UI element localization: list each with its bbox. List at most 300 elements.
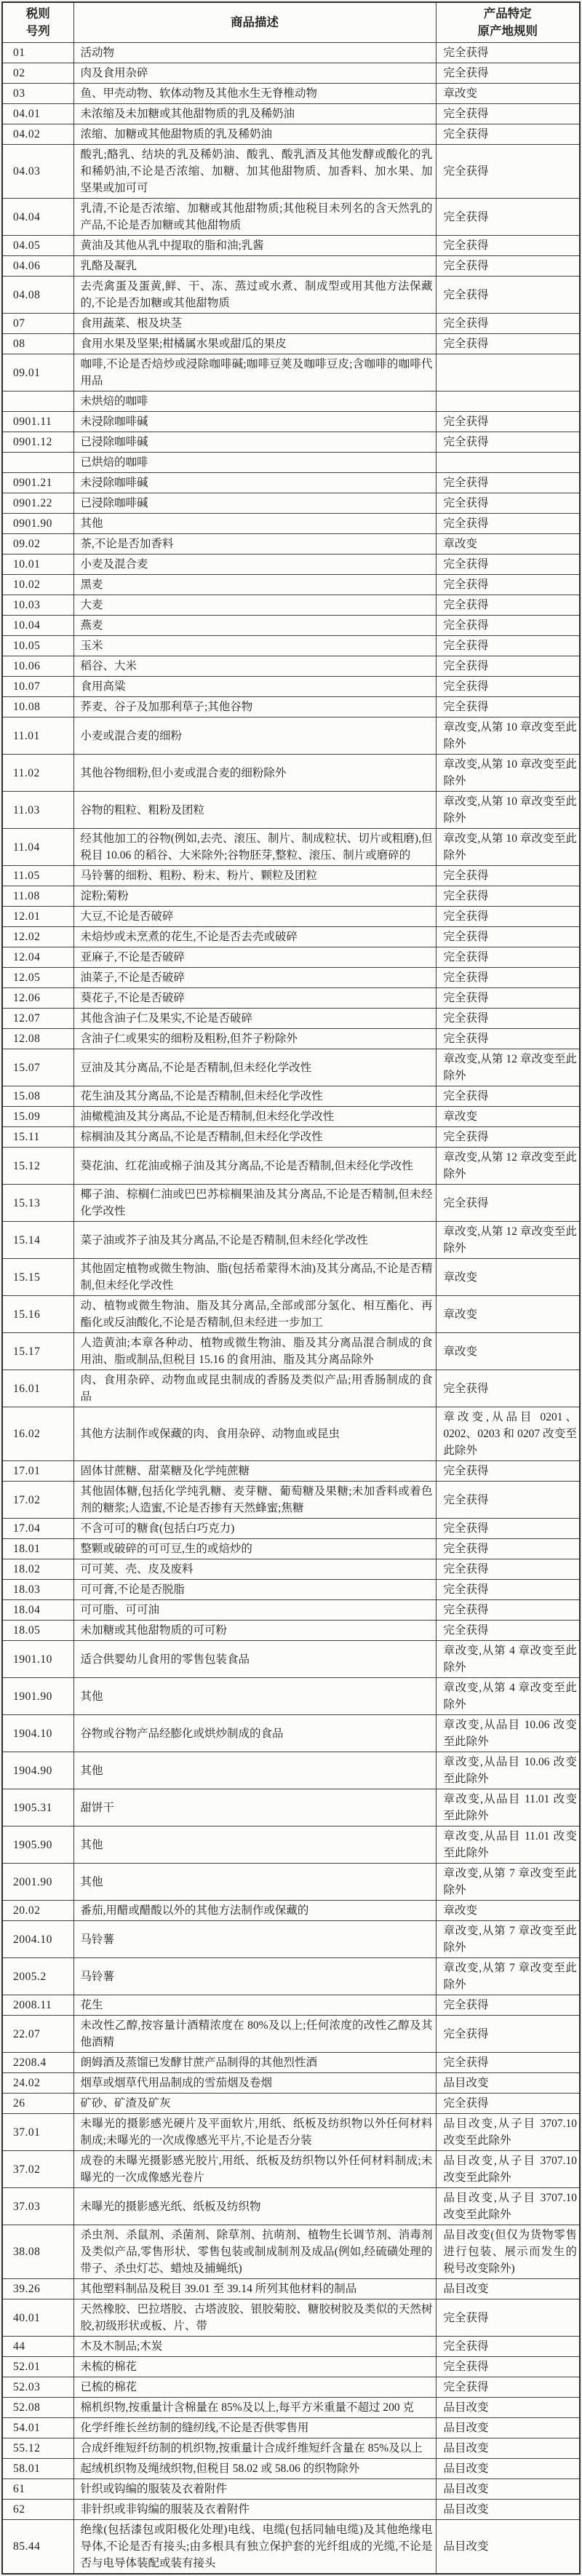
tariff-code-cell: 15.14 xyxy=(2,1222,73,1259)
header-tariff-code-line2: 号列 xyxy=(25,24,50,38)
tariff-code-cell: 10.02 xyxy=(2,575,73,595)
description-cell: 大豆,不论是否破碎 xyxy=(73,907,436,927)
table-row xyxy=(2,656,580,677)
origin-rule-cell: 完全获得 xyxy=(436,947,580,968)
description-cell: 其他固定植物或微生物油、脂(包括希蒙得木油)及其分离品,不论是否精制,但未经化学改性 xyxy=(73,1259,436,1296)
origin-rule-cell: 完全获得 xyxy=(436,1029,580,1049)
tariff-code-cell: 15.11 xyxy=(2,1127,73,1148)
description-cell: 含油子仁或果实的细粉及粗粉,但芥子粉除外 xyxy=(73,1029,436,1049)
table-row xyxy=(2,1958,580,1995)
table-row xyxy=(2,432,580,453)
description-cell: 黑麦 xyxy=(73,575,436,595)
tariff-code-cell: 12.07 xyxy=(2,1009,73,1029)
description-cell: 人造黄油;本章各种动、植物或微生物油、脂及其分离品混合制成的食用油、脂或制品,但税目 15.16 的食用油、脂及其分离品除外 xyxy=(73,1333,436,1370)
tariff-code-cell: 37.02 xyxy=(2,2151,73,2188)
description-cell: 乳酪及凝乳 xyxy=(73,256,436,277)
table-row xyxy=(2,792,580,829)
description-cell: 谷物的粗粒、粗粉及团粒 xyxy=(73,792,436,829)
description-cell: 经其他加工的谷物(例如,去壳、滚压、制片、制成粒状、切片或粗磨),但税目 10.06 的稻谷、大米除外;谷物胚芽,整粒、滚压、制片或磨碎的 xyxy=(73,829,436,866)
table-row xyxy=(2,1029,580,1049)
origin-rule-cell: 品目改变 xyxy=(436,2520,580,2575)
tariff-code-cell: 04.03 xyxy=(2,145,73,199)
description-cell: 其他方法制作或保藏的肉、食用杂碎、动物血或昆虫 xyxy=(73,1407,436,1461)
description-cell: 乳清,不论是否浓缩、加糖或其他甜物质;其他税目未列名的含天然乳的产品,不论是否加糖或其他甜物质 xyxy=(73,199,436,236)
table-row xyxy=(2,1482,580,1519)
description-cell: 木及木制品;木炭 xyxy=(73,2337,436,2357)
tariff-code-cell: 2001.90 xyxy=(2,1864,73,1901)
table-row xyxy=(2,1789,580,1826)
origin-rule-cell: 完全获得 xyxy=(436,1185,580,1222)
tariff-code-cell: 2004.10 xyxy=(2,1921,73,1958)
origin-rule-cell: 完全获得 xyxy=(436,2377,580,2398)
header-row xyxy=(2,2,580,43)
tariff-code-cell: 52.01 xyxy=(2,2357,73,2377)
origin-rule-cell: 品目改变(但仅为货物零售进行包装、展示而发生的税号改变除外) xyxy=(436,2225,580,2279)
tariff-code-cell: 04.06 xyxy=(2,256,73,277)
description-cell: 食用蔬菜、根及块茎 xyxy=(73,314,436,334)
table-row xyxy=(2,947,580,968)
origin-rule-cell xyxy=(436,453,580,473)
tariff-code-cell: 04.05 xyxy=(2,236,73,256)
origin-rule-cell: 完全获得 xyxy=(436,927,580,947)
tariff-code-cell: 15.13 xyxy=(2,1185,73,1222)
description-cell: 茶,不论是否加香料 xyxy=(73,534,436,554)
table-row xyxy=(2,2377,580,2398)
table-row xyxy=(2,2500,580,2520)
origin-rule-cell: 品目改变 xyxy=(436,2279,580,2299)
tariff-code-cell: 40.01 xyxy=(2,2299,73,2337)
description-cell: 可可荚、壳、皮及废料 xyxy=(73,1559,436,1580)
description-cell: 菜子油或芥子油及其分离品,不论是否精制,但未经化学改性 xyxy=(73,1222,436,1259)
table-row xyxy=(2,2418,580,2438)
tariff-code-cell: 01 xyxy=(2,43,73,63)
origin-rule-cell: 完全获得 xyxy=(436,199,580,236)
description-cell: 合成纤维短纤纺制的机织物,按重量计合成纤维短纤含量在 85%及以上 xyxy=(73,2438,436,2459)
origin-rule-cell: 章改变 xyxy=(436,1296,580,1333)
tariff-code-cell: 12.06 xyxy=(2,988,73,1009)
tariff-code-cell: 17.01 xyxy=(2,1461,73,1482)
origin-rule-cell: 章改变,从第 7 章改变至此除外 xyxy=(436,1921,580,1958)
table-row xyxy=(2,534,580,554)
description-cell: 可可膏,不论是否脱脂 xyxy=(73,1580,436,1600)
tariff-code-cell: 11.01 xyxy=(2,717,73,755)
table-row xyxy=(2,1864,580,1901)
origin-rule-cell: 完全获得 xyxy=(436,277,580,314)
tariff-code-cell: 15.17 xyxy=(2,1333,73,1370)
tariff-code-cell: 11.04 xyxy=(2,829,73,866)
origin-rule-cell: 完全获得 xyxy=(436,493,580,514)
description-cell: 其他 xyxy=(73,1826,436,1864)
origin-rule-cell: 品目改变 xyxy=(436,2418,580,2438)
table-row xyxy=(2,2114,580,2151)
origin-rule-cell: 完全获得 xyxy=(436,2337,580,2357)
description-cell: 未浸除咖啡碱 xyxy=(73,412,436,432)
table-row xyxy=(2,1185,580,1222)
table-row xyxy=(2,256,580,277)
description-cell: 其他 xyxy=(73,514,436,534)
tariff-code-cell: 10.05 xyxy=(2,636,73,656)
table-row xyxy=(2,697,580,717)
description-cell: 其他 xyxy=(73,1752,436,1789)
origin-rule-cell: 品目改变 xyxy=(436,2073,580,2094)
origin-rule-cell: 章改变 xyxy=(436,1333,580,1370)
tariff-code-cell: 03 xyxy=(2,84,73,104)
table-row xyxy=(2,1580,580,1600)
tariff-code-cell: 11.03 xyxy=(2,792,73,829)
origin-rule-cell: 完全获得 xyxy=(436,575,580,595)
table-row xyxy=(2,124,580,145)
table-row xyxy=(2,1715,580,1752)
table-row xyxy=(2,1995,580,2016)
tariff-code-cell: 04.02 xyxy=(2,124,73,145)
table-row xyxy=(2,514,580,534)
tariff-code-cell: 37.01 xyxy=(2,2114,73,2151)
origin-rule-cell: 完全获得 xyxy=(436,1086,580,1107)
origin-rule-cell: 完全获得 xyxy=(436,2299,580,2337)
tariff-code-cell: 85.44 xyxy=(2,2520,73,2575)
tariff-code-cell: 61 xyxy=(2,2479,73,2500)
description-cell: 葵花子,不论是否破碎 xyxy=(73,988,436,1009)
table-row xyxy=(2,968,580,988)
description-cell: 浓缩、加糖或其他甜物质的乳及稀奶油 xyxy=(73,124,436,145)
tariff-code-cell: 44 xyxy=(2,2337,73,2357)
description-cell: 未加糖或其他甜物质的可可粉 xyxy=(73,1621,436,1641)
table-row xyxy=(2,907,580,927)
description-cell: 未梳的棉花 xyxy=(73,2357,436,2377)
tariff-code-cell: 12.02 xyxy=(2,927,73,947)
origin-rule-cell: 章改变,从第 4 章改变至此除外 xyxy=(436,1641,580,1678)
description-cell: 马铃薯的细粉、粗粉、粉末、粉片、颗粒及团粒 xyxy=(73,866,436,886)
origin-rule-cell: 完全获得 xyxy=(436,2053,580,2073)
origin-rule-cell: 章改变,从第 10 章改变至此除外 xyxy=(436,792,580,829)
table-row xyxy=(2,84,580,104)
origin-rule-cell: 完全获得 xyxy=(436,334,580,354)
description-cell: 未曝光的摄影感光硬片及平面软片,用纸、纸板及纺织物以外任何材料制成;未曝光的一次成像感光平片,不论是否分装 xyxy=(73,2114,436,2151)
table-row xyxy=(2,1333,580,1370)
description-cell: 马铃薯 xyxy=(73,1958,436,1995)
tariff-code-cell: 10.04 xyxy=(2,616,73,636)
origin-rule-cell: 品目改变 xyxy=(436,2459,580,2479)
origin-rule-cell: 完全获得 xyxy=(436,636,580,656)
origin-rule-cell: 章改变 xyxy=(436,1901,580,1921)
table-row xyxy=(2,199,580,236)
table-row xyxy=(2,2357,580,2377)
description-cell: 油菜子,不论是否破碎 xyxy=(73,968,436,988)
description-cell: 大麦 xyxy=(73,595,436,616)
origin-rule-cell: 品目改变 xyxy=(436,2438,580,2459)
table-row xyxy=(2,2151,580,2188)
origin-rule-cell: 完全获得 xyxy=(436,988,580,1009)
table-row xyxy=(2,1370,580,1407)
table-row xyxy=(2,2279,580,2299)
table-row xyxy=(2,717,580,755)
table-row xyxy=(2,1901,580,1921)
table-row xyxy=(2,63,580,84)
table-row xyxy=(2,616,580,636)
description-cell: 未曝光的摄影感光纸、纸板及纺织物 xyxy=(73,2188,436,2225)
tariff-code-cell: 39.26 xyxy=(2,2279,73,2299)
description-cell: 活动物 xyxy=(73,43,436,63)
origin-rule-cell: 完全获得 xyxy=(436,473,580,493)
description-cell: 谷物或谷物产品经膨化或烘炒制成的食品 xyxy=(73,1715,436,1752)
origin-rule-cell: 章改变,从品目 11.01 改变至此除外 xyxy=(436,1789,580,1826)
table-row xyxy=(2,2438,580,2459)
table-row xyxy=(2,1826,580,1864)
description-cell: 适合供婴幼儿食用的零售包装食品 xyxy=(73,1641,436,1678)
tariff-code-cell: 55.12 xyxy=(2,2438,73,2459)
origin-rule-cell: 完全获得 xyxy=(436,1482,580,1519)
tariff-code-cell: 11.02 xyxy=(2,755,73,792)
origin-rule-cell: 品目改变,从子目 3707.10 改变至此除外 xyxy=(436,2188,580,2225)
description-cell: 燕麦 xyxy=(73,616,436,636)
tariff-code-cell: 54.01 xyxy=(2,2418,73,2438)
table-row xyxy=(2,677,580,697)
tariff-code-cell: 0901.12 xyxy=(2,432,73,453)
description-cell: 淀粉;菊粉 xyxy=(73,886,436,907)
table-row xyxy=(2,2225,580,2279)
tariff-code-cell: 18.03 xyxy=(2,1580,73,1600)
table-row xyxy=(2,1752,580,1789)
origin-rule-cell: 完全获得 xyxy=(436,145,580,199)
table-row xyxy=(2,236,580,256)
origin-rule-cell: 章改变 xyxy=(436,1107,580,1127)
origin-rule-cell: 章改变,从品目 10.06 改变至此除外 xyxy=(436,1715,580,1752)
tariff-code-cell: 15.09 xyxy=(2,1107,73,1127)
tariff-code-cell: 1905.31 xyxy=(2,1789,73,1826)
table-row xyxy=(2,886,580,907)
tariff-code-cell: 02 xyxy=(2,63,73,84)
description-cell: 绝缘(包括漆包或阳极化处理)电线、电缆(包括同轴电缆)及其他绝缘电导体,不论是否有接头;由多根具有独立保护套的光纤组成的光缆,不论是否与电导体装配或装有接头 xyxy=(73,2520,436,2575)
description-cell: 棉机织物,按重量计含棉量在 85%及以上,每平方米重量不超过 200 克 xyxy=(73,2398,436,2418)
description-cell: 肉及食用杂碎 xyxy=(73,63,436,84)
tariff-code-cell: 15.15 xyxy=(2,1259,73,1296)
tariff-code-cell: 15.12 xyxy=(2,1148,73,1185)
tariff-code-cell: 16.01 xyxy=(2,1370,73,1407)
origin-rule-cell: 完全获得 xyxy=(436,1009,580,1029)
tariff-code-cell: 18.01 xyxy=(2,1539,73,1559)
description-cell: 去壳禽蛋及蛋黄,鲜、干、冻、蒸过或水煮、制成型或用其他方法保藏的,不论是否加糖或其他甜物质 xyxy=(73,277,436,314)
description-cell: 整颗或破碎的可可豆,生的或焙炒的 xyxy=(73,1539,436,1559)
table-row xyxy=(2,1086,580,1107)
description-cell: 其他含油子仁及果实,不论是否破碎 xyxy=(73,1009,436,1029)
tariff-code-cell: 18.05 xyxy=(2,1621,73,1641)
description-cell: 葵花油、红花油或棉子油及其分离品,不论是否精制,但未经化学改性 xyxy=(73,1148,436,1185)
tariff-code-cell: 15.07 xyxy=(2,1049,73,1086)
description-cell: 成卷的未曝光摄影感光胶片,用纸、纸板及纺织物以外任何材料制成;未曝光的一次成像感光卷片 xyxy=(73,2151,436,2188)
description-cell: 肉、食用杂碎、动物血或昆虫制成的香肠及类似产品;用香肠制成的食品 xyxy=(73,1370,436,1407)
tariff-code-cell: 04.08 xyxy=(2,277,73,314)
table-row xyxy=(2,391,580,412)
description-cell: 荞麦、谷子及加那利草子;其他谷物 xyxy=(73,697,436,717)
table-row xyxy=(2,2398,580,2418)
description-cell: 矿砂、矿渣及矿灰 xyxy=(73,2094,436,2114)
origin-rule-cell: 品目改变 xyxy=(436,2479,580,2500)
tariff-code-cell: 10.08 xyxy=(2,697,73,717)
description-cell: 朗姆酒及蒸馏已发酵甘蔗产品制得的其他烈性酒 xyxy=(73,2053,436,2073)
description-cell: 固体甘蔗糖、甜菜糖及化学纯蔗糖 xyxy=(73,1461,436,1482)
table-row xyxy=(2,1127,580,1148)
tariff-code-cell: 12.05 xyxy=(2,968,73,988)
table-row xyxy=(2,1519,580,1539)
table-row xyxy=(2,277,580,314)
description-cell: 食用水果及坚果;柑橘属水果或甜瓜的果皮 xyxy=(73,334,436,354)
origin-rule-cell: 品目改变,从子目 3707.10 改变至此除外 xyxy=(436,2151,580,2188)
table-row xyxy=(2,453,580,473)
table-row xyxy=(2,473,580,493)
tariff-code-cell: 26 xyxy=(2,2094,73,2114)
tariff-code-cell: 09.02 xyxy=(2,534,73,554)
table-row xyxy=(2,1678,580,1715)
rules-of-origin-table xyxy=(1,1,581,2575)
table-row xyxy=(2,314,580,334)
tariff-code-cell xyxy=(2,391,73,412)
description-cell: 未焙炒或未烹煮的花生,不论是否去壳或破碎 xyxy=(73,927,436,947)
description-cell: 烟草或烟草代用品制成的雪茄烟及卷烟 xyxy=(73,2073,436,2094)
description-cell: 小麦或混合麦的细粉 xyxy=(73,717,436,755)
description-cell: 天然橡胶、巴拉塔胶、古塔波胶、银胶菊胶、糖胶树胶及类似的天然树胶,初级形状或板、片、带 xyxy=(73,2299,436,2337)
tariff-code-cell xyxy=(2,453,73,473)
table-row xyxy=(2,354,580,391)
description-cell: 豆油及其分离品,不论是否精制,但未经化学改性 xyxy=(73,1049,436,1086)
tariff-code-cell: 37.03 xyxy=(2,2188,73,2225)
origin-rule-cell: 章改变 xyxy=(436,1259,580,1296)
origin-rule-cell xyxy=(436,354,580,391)
tariff-code-cell: 18.04 xyxy=(2,1600,73,1621)
table-row xyxy=(2,2016,580,2053)
description-cell: 未改性乙醇,按容量计酒精浓度在 80%及以上;任何浓度的改性乙醇及其他酒精 xyxy=(73,2016,436,2053)
table-row xyxy=(2,1259,580,1296)
table-row xyxy=(2,2337,580,2357)
table-row xyxy=(2,988,580,1009)
table-row xyxy=(2,575,580,595)
tariff-code-cell: 2005.2 xyxy=(2,1958,73,1995)
table-row xyxy=(2,1539,580,1559)
table-row xyxy=(2,595,580,616)
origin-rule-cell: 章改变,从第 12 章改变至此除外 xyxy=(436,1049,580,1086)
table-row xyxy=(2,1600,580,1621)
tariff-code-cell: 58.01 xyxy=(2,2459,73,2479)
origin-rule-cell: 完全获得 xyxy=(436,1370,580,1407)
table-row xyxy=(2,1461,580,1482)
origin-rule-cell: 章改变,从品目 11.01 改变至此除外 xyxy=(436,1826,580,1864)
table-row xyxy=(2,1009,580,1029)
table-row xyxy=(2,866,580,886)
description-cell: 棕榈油及其分离品,不论是否精制,但未经化学改性 xyxy=(73,1127,436,1148)
description-cell: 未浸除咖啡碱 xyxy=(73,473,436,493)
table-row xyxy=(2,1921,580,1958)
description-cell: 其他 xyxy=(73,1678,436,1715)
tariff-code-cell: 0901.22 xyxy=(2,493,73,514)
tariff-code-cell: 10.07 xyxy=(2,677,73,697)
table-row xyxy=(2,2459,580,2479)
origin-rule-cell: 完全获得 xyxy=(436,1127,580,1148)
table-body xyxy=(2,43,580,2575)
origin-rule-cell: 完全获得 xyxy=(436,2016,580,2053)
table-row xyxy=(2,636,580,656)
origin-rule-cell: 完全获得 xyxy=(436,256,580,277)
origin-rule-cell: 完全获得 xyxy=(436,1621,580,1641)
table-row xyxy=(2,412,580,432)
description-cell: 杀虫剂、杀鼠剂、杀菌剂、除草剂、抗萌剂、植物生长调节剂、消毒剂及类似产品,零售形状、零售包装或制成制剂及成品(例如,经硫磺处理的带子、杀虫灯芯、蜡烛及捕蝇纸) xyxy=(73,2225,436,2279)
description-cell: 已烘焙的咖啡 xyxy=(73,453,436,473)
origin-rule-cell: 完全获得 xyxy=(436,236,580,256)
tariff-code-cell: 12.01 xyxy=(2,907,73,927)
description-cell: 未浓缩及未加糖或其他甜物质的乳及稀奶油 xyxy=(73,104,436,124)
table-row xyxy=(2,755,580,792)
tariff-code-cell: 15.08 xyxy=(2,1086,73,1107)
table-row xyxy=(2,2073,580,2094)
table-row xyxy=(2,2094,580,2114)
origin-rule-cell: 品目改变 xyxy=(436,2500,580,2520)
origin-rule-cell: 章改变,从第 10 章改变至此除外 xyxy=(436,717,580,755)
tariff-code-cell: 0901.11 xyxy=(2,412,73,432)
origin-rule-cell: 完全获得 xyxy=(436,907,580,927)
origin-rule-cell: 完全获得 xyxy=(436,124,580,145)
tariff-code-cell: 04.04 xyxy=(2,199,73,236)
table-row xyxy=(2,829,580,866)
origin-rule-cell xyxy=(436,391,580,412)
description-cell: 其他固体糖,包括化学纯乳糖、麦芽糖、葡萄糖及果糖;未加香料或着色剂的糖浆;人造蜜,不论是否掺有天然蜂蜜;焦糖 xyxy=(73,1482,436,1519)
description-cell: 针织或钩编的服装及衣着附件 xyxy=(73,2479,436,2500)
origin-rule-cell: 完全获得 xyxy=(436,697,580,717)
tariff-code-cell: 20.02 xyxy=(2,1901,73,1921)
origin-rule-cell: 完全获得 xyxy=(436,595,580,616)
description-cell: 已梳的棉花 xyxy=(73,2377,436,2398)
origin-rule-cell: 章改变,从第 10 章改变至此除外 xyxy=(436,829,580,866)
table-row xyxy=(2,1148,580,1185)
description-cell: 其他 xyxy=(73,1864,436,1901)
origin-rule-cell: 章改变,从第 7 章改变至此除外 xyxy=(436,1864,580,1901)
origin-rule-cell: 章改变,从品目 10.06 改变至此除外 xyxy=(436,1752,580,1789)
tariff-code-cell: 15.16 xyxy=(2,1296,73,1333)
description-cell: 动、植物或微生物油、脂及其分离品,全部或部分氢化、相互酯化、再酯化或反油酸化,不论是否精制,但未经进一步加工 xyxy=(73,1296,436,1333)
table-row xyxy=(2,2479,580,2500)
origin-rule-cell: 章改变,从第 12 章改变至此除外 xyxy=(436,1148,580,1185)
header-description: 商品描述 xyxy=(73,2,436,43)
origin-rule-cell: 章改变,从第 7 章改变至此除外 xyxy=(436,1958,580,1995)
description-cell: 酸乳;酪乳、结块的乳及稀奶油、酸乳、酸乳酒及其他发酵或酸化的乳和稀奶油,不论是否浓缩、加糖、加其他甜物质、加香料、加水果、加坚果或加可可 xyxy=(73,145,436,199)
origin-rule-cell: 品目改变,从子目 3707.10 改变至此除外 xyxy=(436,2114,580,2151)
tariff-code-cell: 18.02 xyxy=(2,1559,73,1580)
description-cell: 花生 xyxy=(73,1995,436,2016)
table-row xyxy=(2,104,580,124)
table-row xyxy=(2,1407,580,1461)
origin-rule-cell: 完全获得 xyxy=(436,968,580,988)
origin-rule-cell: 完全获得 xyxy=(436,1559,580,1580)
tariff-code-cell: 2208.4 xyxy=(2,2053,73,2073)
origin-rule-cell: 章改变,从第 12 章改变至此除外 xyxy=(436,1222,580,1259)
table-row xyxy=(2,1559,580,1580)
description-cell: 油橄榄油及其分离品,不论是否精制,但未经化学改性 xyxy=(73,1107,436,1127)
origin-rule-cell: 完全获得 xyxy=(436,2094,580,2114)
description-cell: 咖啡,不论是否焙炒或浸除咖啡碱;咖啡豆荚及咖啡豆皮;含咖啡的咖啡代用品 xyxy=(73,354,436,391)
origin-rule-cell: 完全获得 xyxy=(436,616,580,636)
description-cell: 玉米 xyxy=(73,636,436,656)
tariff-code-cell: 11.05 xyxy=(2,866,73,886)
tariff-code-cell: 62 xyxy=(2,2500,73,2520)
origin-rule-cell: 章改变,从第 4 章改变至此除外 xyxy=(436,1678,580,1715)
header-tariff-code xyxy=(2,2,73,43)
table-row xyxy=(2,43,580,63)
tariff-code-cell: 09.01 xyxy=(2,354,73,391)
header-origin-rule-line1: 产品特定 xyxy=(483,7,532,20)
tariff-code-cell: 2008.11 xyxy=(2,1995,73,2016)
tariff-code-cell: 12.04 xyxy=(2,947,73,968)
origin-rule-cell: 章改变 xyxy=(436,534,580,554)
table-row xyxy=(2,1641,580,1678)
description-cell: 可可脂、可可油 xyxy=(73,1600,436,1621)
origin-rule-cell: 完全获得 xyxy=(436,432,580,453)
